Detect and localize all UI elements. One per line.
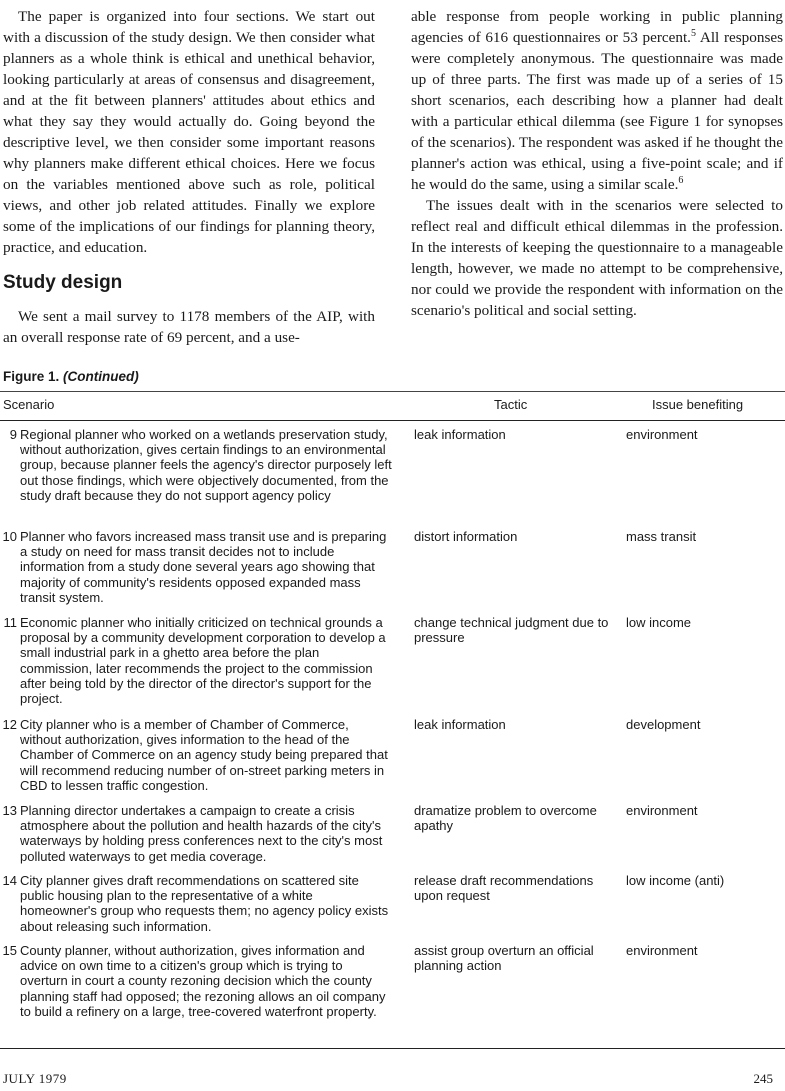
figure-continued: (Continued) (63, 369, 139, 384)
issue-cell: environment (626, 803, 698, 818)
issue-date: JULY 1979 (3, 1071, 67, 1086)
paragraph-text: All responses were completely anonymous. The questionnaire was made up of three parts. The first was made up of a series of 15 short scenarios, each describing how a planner had dealt with a particular ethical dilemma (see Figure 1 for synopses of the scenarios). The respondent was asked if he thought the planner's action was ethical, using a five-point scale; and if he would do the same, using a similar scale. (411, 29, 784, 193)
paragraph (411, 6, 783, 195)
paragraph-text: able response from people working in public planning agencies of 616 questionnaires or 53 percent. (411, 8, 783, 46)
tactic-cell: leak information (414, 717, 506, 732)
column-header-issue: Issue benefiting (652, 397, 744, 412)
paragraph: The paper is organized into four sections. We start out with a discussion of the study design. We then consider what planners as a whole think is ethical and unethical behavior, looking particularly at areas of consensus and disagreement, and at the fit between planners' attitudes about ethics and what they say they would actually do. Going beyond the descriptive level, we then consider some important reasons why planners make different ethical choices. Here we focus on the variables mentioned above such as role, political views, and other job related attitudes. Finally we explore some of the implications of our findings for planning theory, practice, and education. (3, 8, 375, 256)
row-number: 15 (2, 943, 17, 958)
scenario-cell: Planning director undertakes a campaign to create a crisis atmosphere about the pollution and health hazards of the city's waterways by holding press conferences next to the city's most polluted waterways to get media coverage. (20, 803, 383, 864)
row-number: 14 (2, 873, 17, 888)
tactic-cell: leak information (414, 427, 506, 442)
figure-title (3, 369, 139, 384)
column-header-tactic: Tactic (494, 397, 528, 412)
issue-cell: mass transit (626, 529, 697, 544)
page-number: 245 (753, 1071, 773, 1086)
row-number: 9 (9, 427, 17, 442)
table-header (0, 397, 785, 417)
scenario-cell: City planner who is a member of Chamber of Commerce, without authorization, gives information to the head of the Chamber of Commerce on an agency study being prepared that will recommend reducing number of on-street parking meters in CBD to lessen traffic congestion. (20, 717, 388, 793)
right-column (411, 6, 783, 348)
section-heading: Study design (3, 272, 123, 293)
row-number: 10 (2, 529, 17, 544)
tactic-cell: assist group overturn an official planning action (414, 943, 594, 974)
table-top-rule (0, 391, 785, 392)
paragraph: We sent a mail survey to 1178 members of the AIP, with an overall response rate of 69 percent, and a use- (3, 308, 375, 346)
left-column (3, 6, 375, 348)
scenario-cell: Regional planner who worked on a wetlands preservation study, without authorization, gives certain findings to an environmental group, because planner feels the agency's director purposely left out those findings, which were objectively documented, from the study draft because they do not support agency policy (20, 427, 392, 503)
row-number: 11 (3, 615, 17, 630)
figure-label: Figure 1. (3, 369, 64, 384)
footnote-marker: 5 (690, 27, 696, 39)
row-number: 12 (2, 717, 17, 732)
tactic-cell: change technical judgment due to pressure (414, 615, 609, 646)
issue-cell: environment (626, 943, 698, 958)
issue-cell: environment (626, 427, 698, 442)
tactic-cell: distort information (414, 529, 518, 544)
scenario-cell: County planner, without authorization, gives information and advice on own time to a citizen's group which is trying to overturn in court a county rezoning decision which the county planning staff had opposed; the rezoning allows an oil company to build a refinery on a large, tree-covered waterfront property. (20, 943, 386, 1019)
scenario-cell: Economic planner who initially criticized on technical grounds a proposal by a community development corporation to develop a small industrial park in a ghetto area before the plan commission, later recommends the project to the commission after being told by the director of the director's support for the project. (20, 615, 386, 707)
tactic-cell: dramatize problem to overcome apathy (414, 803, 597, 834)
scenario-cell: City planner gives draft recommendations on scattered site public housing plan to the representative of a white homeowner's group who requests them; no agency policy exists about releasing such information. (20, 873, 389, 934)
scenario-cell: Planner who favors increased mass transit use and is preparing a study on need for mass transit decides not to include information from a study done several years ago showing that majority of community's residents opposed expanded mass transit system. (20, 529, 387, 605)
table-header-rule (0, 420, 785, 421)
issue-cell: low income (anti) (626, 873, 725, 888)
tactic-cell: release draft recommendations upon request (414, 873, 594, 904)
body-text (3, 6, 783, 348)
footnote-marker: 6 (678, 174, 684, 186)
issue-cell: development (626, 717, 701, 732)
issue-cell: low income (626, 615, 692, 630)
column-header-scenario: Scenario (3, 397, 55, 412)
row-number: 13 (2, 803, 17, 818)
paragraph: The issues dealt with in the scenarios were selected to reflect real and difficult ethical dilemmas in the profession. In the interests of keeping the questionnaire to a manageable length, however, we made no attempt to be comprehensive, nor could we provide the respondent with information on the scenario's political and social setting. (411, 197, 783, 319)
table-bottom-rule (0, 1048, 785, 1049)
